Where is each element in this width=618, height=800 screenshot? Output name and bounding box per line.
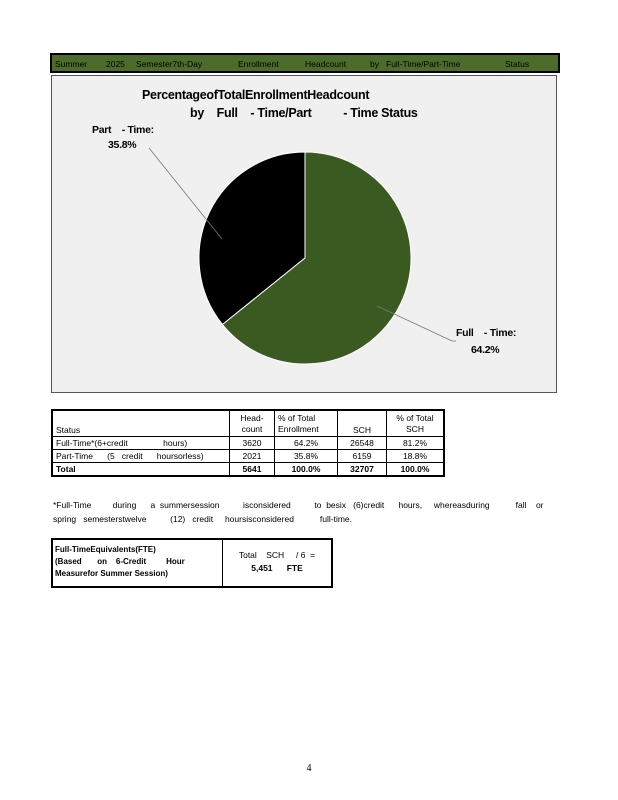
part-time-label: Part - Time: <box>92 124 154 136</box>
row-sch: 26548 <box>338 437 387 450</box>
header-enrollment: Enrollment <box>238 59 279 69</box>
row-headcount: 2021 <box>230 450 275 463</box>
header-headcount: Headcount <box>305 59 347 69</box>
row-pct-enrollment: 35.8% <box>275 450 338 463</box>
header-pct-sch: % of Total SCH <box>387 410 445 437</box>
full-time-label: Full - Time: <box>456 327 517 339</box>
full-time-pct: 64.2% <box>471 344 500 356</box>
fte-label-line1: Full-TimeEquivalents(FTE) <box>55 545 156 554</box>
row-pct-sch: 18.8% <box>387 450 445 463</box>
header-status: Status <box>505 59 530 69</box>
report-header-bar <box>50 53 560 73</box>
row-sch: 6159 <box>338 450 387 463</box>
table-header-row <box>52 410 444 437</box>
chart-title-line2: by Full - Time/Part - Time Status <box>190 106 418 120</box>
page-number: 4 <box>306 763 312 774</box>
part-time-leader-line <box>149 148 222 239</box>
total-headcount: 5641 <box>230 463 275 477</box>
table-row <box>52 450 444 463</box>
total-pct-sch: 100.0% <box>387 463 445 477</box>
total-status: Total <box>52 463 230 477</box>
header-status: Status <box>52 410 230 437</box>
header-semester: Semester7th-Day <box>136 59 203 69</box>
header-ftpt: Full-Time/Part-Time <box>386 59 461 69</box>
header-term: Summer <box>55 59 88 69</box>
fte-label <box>53 540 223 586</box>
row-pct-sch: 81.2% <box>387 437 445 450</box>
header-by: by <box>370 59 379 69</box>
enrollment-table <box>51 409 445 477</box>
full-time-footnote <box>53 498 544 526</box>
header-headcount: Head- count <box>230 410 275 437</box>
chart-title-line1: PercentageofTotalEnrollmentHeadcount <box>142 88 370 102</box>
row-headcount: 3620 <box>230 437 275 450</box>
header-year: 2025 <box>106 59 125 69</box>
fte-box <box>51 538 333 588</box>
footnote-line1: *Full-Time during a summersession isconsidered to besix (6)credit hours, whereasduring fall or <box>53 500 544 510</box>
row-status: Part-Time (5 credit hoursorless) <box>52 450 230 463</box>
pie-chart-panel <box>51 75 557 393</box>
fte-label-line2: (Based on 6-Credit Hour <box>55 557 185 566</box>
table-total-row <box>52 463 444 477</box>
fte-value <box>223 540 331 586</box>
fte-formula: Total SCH / 6 = <box>238 550 316 560</box>
fte-label-line3: Measurefor Summer Session) <box>55 569 168 578</box>
header-pct-enrollment: % of Total Enrollment <box>275 410 338 437</box>
footnote-line2: spring semesterstwelve (12) credit hoursisconsidered full-time. <box>53 514 353 524</box>
row-status: Full-Time*(6+credit hours) <box>52 437 230 450</box>
row-pct-enrollment: 64.2% <box>275 437 338 450</box>
total-sch: 32707 <box>338 463 387 477</box>
fte-result: 5,451 FTE <box>251 563 303 573</box>
part-time-pct: 35.8% <box>108 139 137 151</box>
total-pct-enrollment: 100.0% <box>275 463 338 477</box>
table-row <box>52 437 444 450</box>
header-sch: SCH <box>338 410 387 437</box>
